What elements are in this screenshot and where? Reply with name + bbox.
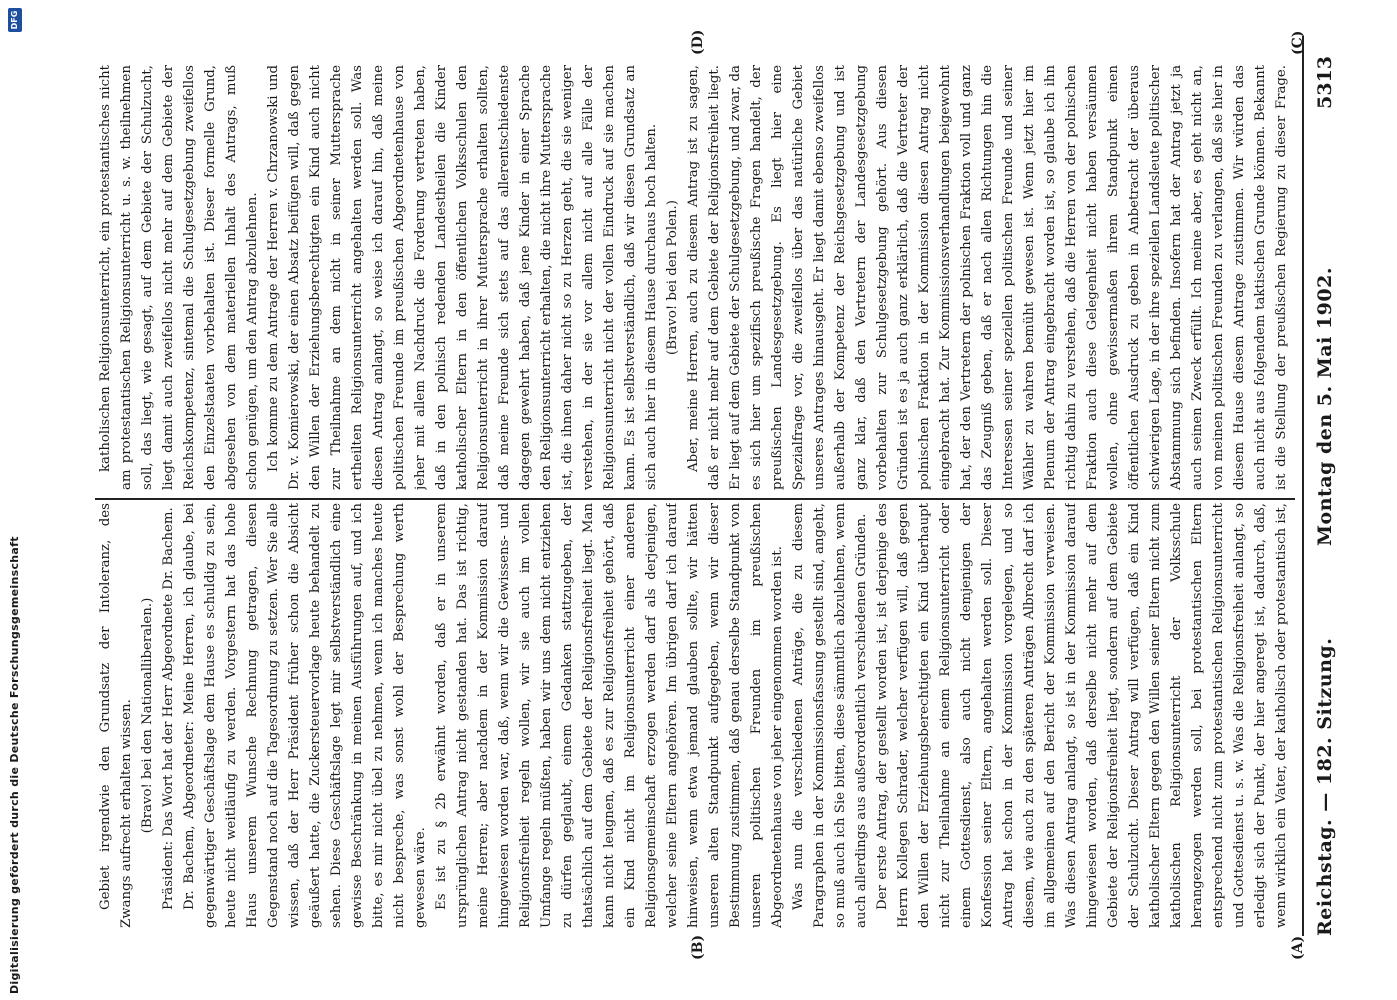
page-number: 5313 (1314, 56, 1336, 109)
margin-marker-c: (C) (1290, 30, 1306, 55)
header-date: Montag den 5. Mai 1902. (1314, 267, 1336, 546)
paragraph: Aber, meine Herren, auch zu diesem Antrag ist zu sagen, daß er nicht mehr auf dem Gebiete der Religionsfreiheit liegt. Er liegt auf dem Gebiete der Schulgesetzgebung, und zwar, da es sich hier um spezifisch preußische Fragen handelt, der preußischen Landesgesetzgebung. Es liegt hier eine Spezialfrage vor, die zweifellos über das natürliche Gebiet unseres Antrages hinausgeht. Er liegt damit ebenso zweifellos außerhalb der Kompetenz der Reichsgesetzgebung und ist ganz klar, daß den Vertretern der Landesgesetzgebung vorbehalten zur Schulgesetzgebung gehört. Aus diesen Gründen ist es ja auch ganz erklärlich, daß die Vertreter der polnischen Fraktion in der Kommission diesen Antrag nicht eingebracht hat. Zur Kommissionsverhandlungen beigewohnt hat, der den Vertretern der polnischen Fraktion voll und ganz das Zeugniß geben, daß er nach allen Richtungen hin die Interessen seiner speziellen politischen Freunde und seiner Wähler zu wahren bemüht gewesen ist. Wenn jetzt hier im Plenum der Antrag eingebracht worden ist, so glaube ich ihn richtig dahin zu verstehen, daß die Herren von der polnischen Fraktion auch diese Gelegenheit nicht haben versäumen wollen, ohne gewissermaßen ihrem Standpunkt einen öffentlichen Ausdruck zu geben in Anbetracht der überaus schwierigen Lage, in der ihre speziellen Landsleute politischer Abstammung sich befinden. Insofern hat der Antrag jetzt ja auch seinen Zweck erfüllt. Ich meine aber, es geht nicht an, von meinen politischen Freunden zu verlangen, daß sie hier in diesem Hause diesem Antrage zustimmen. Wir würden das auch nicht aus folgendem taktischen Grunde können. Bekannt ist die Stellung der preußischen Regierung zu dieser Frage. (686, 65, 1289, 490)
right-text-column (95, 65, 1295, 490)
page-header (1310, 56, 1344, 936)
margin-marker-d: (D) (690, 29, 706, 55)
paragraph: Präsident: Das Wort hat der Herr Abgeordnete Dr. Bachem. (161, 507, 176, 910)
paragraph: (Bravo! bei den Nationalliberalen.) (140, 597, 155, 834)
margin-marker-b: (B) (690, 934, 706, 960)
paragraph: (Bravo! bei den Polen.) (665, 200, 680, 355)
paragraph: Dr. Bachem, Abgeordneter: Meine Herren, ich glaube, bei gegenwärtiger Geschäftslage dem Hause es schuldig zu sein, heute nicht weitläufig zu werden. Vorgestern hat das hohe Haus unserem Wunsche Rechnung getragen, diesen Gegenstand noch auf die Tagesordnung zu setzen. Wer Sie alle wissen, daß der Herr Präsident früher schon die Absicht geäußert hatte, die Zuckersteuervorlage heute behandelt zu sehen. Diese Geschäftslage legt mir selbstverständlich eine gewisse Beschränkung in meinen Ausführungen auf, und ich bitte, es mir nicht übel zu nehmen, wenn ich manches heute nicht bespreche, was sonst wohl der Besprechung werth gewesen wäre. (182, 503, 428, 928)
paragraph: Was nun die verschiedenen Anträge, die zu diesem Paragraphen in der Kommissionsfassung gestellt sind, angeht, so muß auch ich Sie bitten, diese sämmtlich abzulehnen, wenn auch allerdings aus außerordentlich verschiedenen Gründen. (791, 503, 869, 928)
paragraph: Der erste Antrag, der gestellt worden ist, ist derjenige des Herrn Kollegen Schrader, welcher verfügen will, daß gegen den Willen der Erziehungsberechtigten ein Kind überhaupt nicht zur Theilnahme an einem Religionsunterricht oder einem Gottesdienst, also auch nicht demjenigen der Konfession seiner Eltern, angehalten werden soll. Dieser Antrag hat schon in der Kommission vorgelegen, und so diesem, wie auch zu den späteren Anträgen Albrecht darf ich im allgemeinen auf den Bericht der Kommission verweisen. Was diesen Antrag anlangt, so ist in der Kommission darauf hingewiesen worden, daß derselbe nicht mehr auf dem Gebiete der Religionsfreiheit liegt, sondern auf dem Gebiete der Schulzucht. Dieser Antrag will verfügen, daß ein Kind katholischer Eltern gegen den Willen seiner Eltern nicht zum katholischen Religionsunterricht der Volksschule herangezogen werden soll, bei protestantischen Eltern entsprechend nicht zum protestantischen Religionsunterricht und Gottesdienst u. s. w. Was die Religionsfreiheit anlangt, so erledigt sich der Punkt, der hier angeregt ist, dadurch, daß, wenn wirklich ein Vater, der katholisch oder protestantisch ist, (875, 503, 1289, 928)
paragraph: Ich komme zu dem Antrage der Herren v. Chrzanowski und Dr. v. Komierowski, der einen Absatz beifügen will, daß gegen den Willen der Erziehungsberechtigten ein Kind auch nicht zur Theilnahme an dem nicht in seiner Muttersprache ertheilten Religionsunterricht angehalten werden soll. Was diesen Antrag anlangt, so weise ich darauf hin, daß meine politischen Freunde im preußischen Abgeordnetenhause von jeher mit allem Nachdruck die Forderung vertreten haben, daß in den polnisch redenden Landestheilen die Kinder katholischer Eltern in den öffentlichen Volksschulen den Religionsunterricht in ihrer Muttersprache erhalten sollten, daß meine Freunde sich stets auf das allerentschiedenste dagegen gewehrt haben, daß jene Kinder in einer Sprache den Religionsunterricht erhalten, die nicht ihre Muttersprache ist, die ihnen daher nicht so zu Herzen geht, die sie weniger verstehen, in der sie vor allem nicht auf alle Fälle der Religionsunterricht nicht der vollen Eindruck auf sie machen kann. Es ist selbstverständlich, daß wir diesen Grundsatz an sich auch hier in diesem Hause durchaus hoch halten. (266, 65, 659, 490)
column-divider (95, 498, 1295, 500)
header-rule (1302, 36, 1304, 936)
digitization-credit: Digitalisierung gefördert durch die Deutsche Forschungsgemeinschaft (8, 536, 21, 994)
dfg-logo: DFG (8, 8, 22, 32)
left-text-column (95, 503, 1295, 928)
margin-marker-a: (A) (1290, 935, 1306, 960)
paragraph: Es ist zu § 2b erwähnt worden, daß er in unserem ursprünglichen Antrag nicht gestanden hat. Das ist richtig, meine Herren; aber nachdem in der Kommission darauf hingewiesen worden war, daß, wenn wir die Gewissens- und Religionsfreiheit regeln wollen, wir sie auch im vollen Umfange regeln müßten, haben wir uns dem nicht entziehen zu dürfen geglaubt, einem Gedanken stattzugeben, der thatsächlich auf dem Gebiete der Religionsfreiheit liegt. Man kann nicht leugnen, daß es zur Religionsfreiheit gehört, daß ein Kind nicht im Religionsunterricht einer anderen Religionsgemeinschaft erzogen werden darf als derjenigen, welcher seine Eltern angehören. Im übrigen darf ich darauf hinweisen, wenn etwa jemand glauben sollte, wir hätten unseren alten Standpunkt aufgegeben, wenn wir dieser Bestimmung zustimmen, daß genau derselbe Standpunkt von unseren politischen Freunden im preußischen Abgeordnetenhause von jeher eingenommen worden ist. (434, 503, 785, 928)
paragraph: katholischen Religionsunterricht, ein protestantisches nicht am protestantischen Religionsunterricht u. s. w. theilnehmen soll, das liegt, wie gesagt, auf dem Gebiete der Schulzucht, liegt damit auch zweifellos nicht mehr auf dem Gebiete der Reichskompetenz, sintemal die Schulgesetzgebung zweifellos den Einzelstaaten vorbehalten ist. Dieser formelle Grund, abgesehen von dem materiellen Inhalt des Antrags, muß schon genügen, um den Antrag abzulehnen. (98, 65, 260, 490)
paragraph: Gebiet irgendwie den Grundsatz der Intoleranz, des Zwangs aufrecht erhalten wissen. (98, 503, 134, 928)
header-session: Reichstag. — 182. Sitzung. (1314, 637, 1336, 936)
